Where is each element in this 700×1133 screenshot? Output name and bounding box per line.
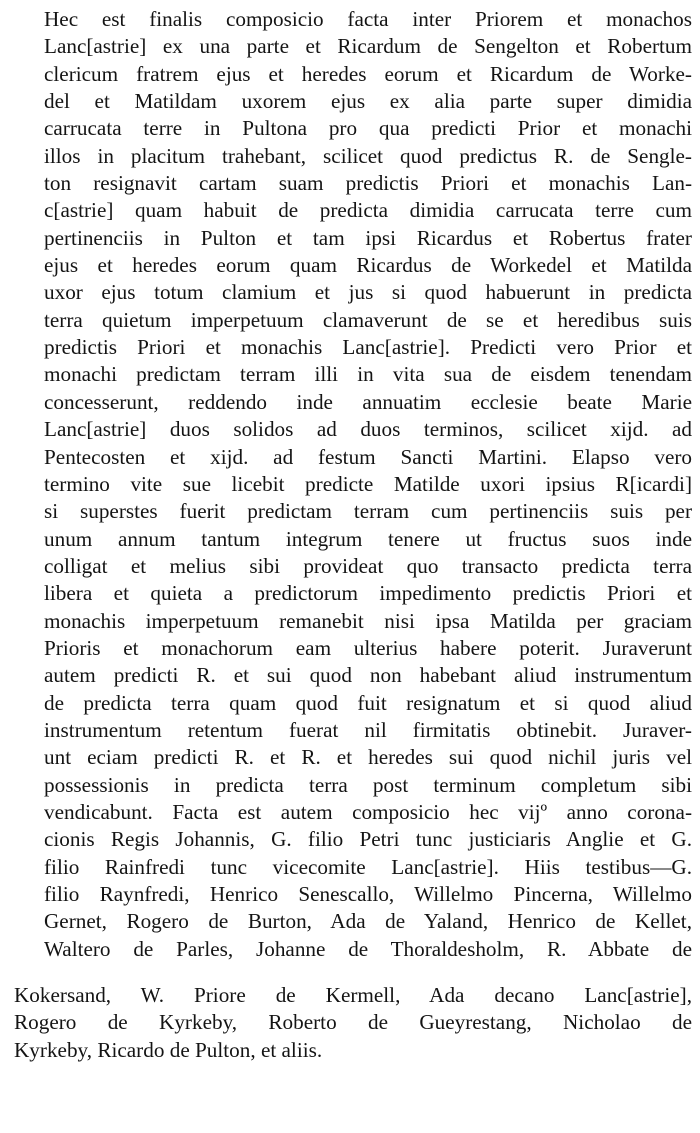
text-line: clericum fratrem ejus et heredes eorum et Ricardum de Worke- <box>44 61 692 86</box>
text-line: termino vite sue licebit predicte Matilde uxori ipsius R[icardi] <box>44 471 692 496</box>
charter-paragraph <box>14 6 692 963</box>
text-line: libera et quieta a predictorum impedimento predictis Priori et <box>44 581 692 606</box>
text-line: predictis Priori et monachis Lanc[astrie]. Predicti vero Prior et <box>44 335 692 360</box>
text-line: illos in placitum trahebant, scilicet quod predictus R. de Sengle- <box>44 143 692 168</box>
text-line: ejus et heredes eorum quam Ricardus de Workedel et Matilda <box>44 253 692 278</box>
text-line: filio Raynfredi, Henrico Senescallo, Willelmo Pincerna, Willelmo <box>44 882 692 906</box>
text-line: autem predicti R. et sui quod non habebant aliud instrumentum <box>44 663 692 688</box>
text-line: concesserunt, reddendo inde annuatim ecclesie beate Marie <box>44 389 692 414</box>
text-line: Lanc[astrie] duos solidos ad duos terminos, scilicet xijd. ad <box>44 417 692 442</box>
text-line: possessionis in predicta terra post terminum completum sibi <box>44 772 692 797</box>
text-line: Rogero de Kyrkeby, Roberto de Gueyrestang, Nicholao de <box>14 1010 692 1035</box>
text-line: Prioris et monachorum eam ulterius habere poterit. Juraverunt <box>44 635 692 660</box>
text-line: Waltero de Parles, Johanne de Thoraldesholm, R. Abbate de <box>44 936 692 961</box>
text-line: unum annum tantum integrum tenere ut fructus suos inde <box>44 526 692 551</box>
text-line: pertinenciis in Pulton et tam ipsi Ricardus et Robertus frater <box>44 225 692 250</box>
text-line: Kyrkeby, Ricardo de Pulton, et aliis. <box>14 1037 323 1062</box>
text-line: Lanc[astrie] ex una parte et Ricardum de Sengelton et Robertum <box>44 34 692 59</box>
text-line: cionis Regis Johannis, G. filio Petri tunc justiciaris Anglie et G. <box>44 827 692 852</box>
text-line: vendicabunt. Facta est autem composicio hec vijº anno corona- <box>44 799 692 824</box>
text-line: terra quietum imperpetuum clamaverunt de se et heredibus suis <box>44 307 692 332</box>
text-line: ton resignavit cartam suam predictis Priori et monachis Lan- <box>44 171 692 196</box>
text-line: si superstes fuerit predictam terram cum pertinenciis suis per <box>44 499 692 524</box>
text-line: c[astrie] quam habuit de predicta dimidia carrucata terre cum <box>44 198 692 223</box>
text-line: Gernet, Rogero de Burton, Ada de Yaland, Henrico de Kellet, <box>44 909 692 934</box>
text-line: monachi predictam terram illi in vita sua de eisdem tenendam <box>44 362 692 387</box>
text-line: monachis imperpetuum remanebit nisi ipsa Matilda per graciam <box>44 608 692 633</box>
text-line: del et Matildam uxorem ejus ex alia parte super dimidia <box>44 89 692 114</box>
text-line: unt eciam predicti R. et R. et heredes sui quod nichil juris vel <box>44 745 692 770</box>
charter-paragraph-continued <box>14 982 692 1064</box>
text-line: filio Rainfredi tunc vicecomite Lanc[astrie]. Hiis testibus—G. <box>44 854 692 879</box>
text-line: carrucata terre in Pultona pro qua predicti Prior et monachi <box>44 116 692 141</box>
text-line: Kokersand, W. Priore de Kermell, Ada decano Lanc[astrie], <box>14 983 692 1008</box>
text-line: colligat et melius sibi provideat quo transacto predicta terra <box>44 553 692 578</box>
text-line: instrumentum retentum fuerat nil firmitatis obtinebit. Juraver- <box>44 717 692 742</box>
text-line: uxor ejus totum clamium et jus si quod habuerunt in predicta <box>44 280 692 305</box>
text-line: Hec est finalis composicio facta inter Priorem et monachos <box>44 7 692 31</box>
text-line: de predicta terra quam quod fuit resignatum et si quod aliud <box>44 690 692 715</box>
text-line: Pentecosten et xijd. ad festum Sancti Martini. Elapso vero <box>44 444 692 469</box>
